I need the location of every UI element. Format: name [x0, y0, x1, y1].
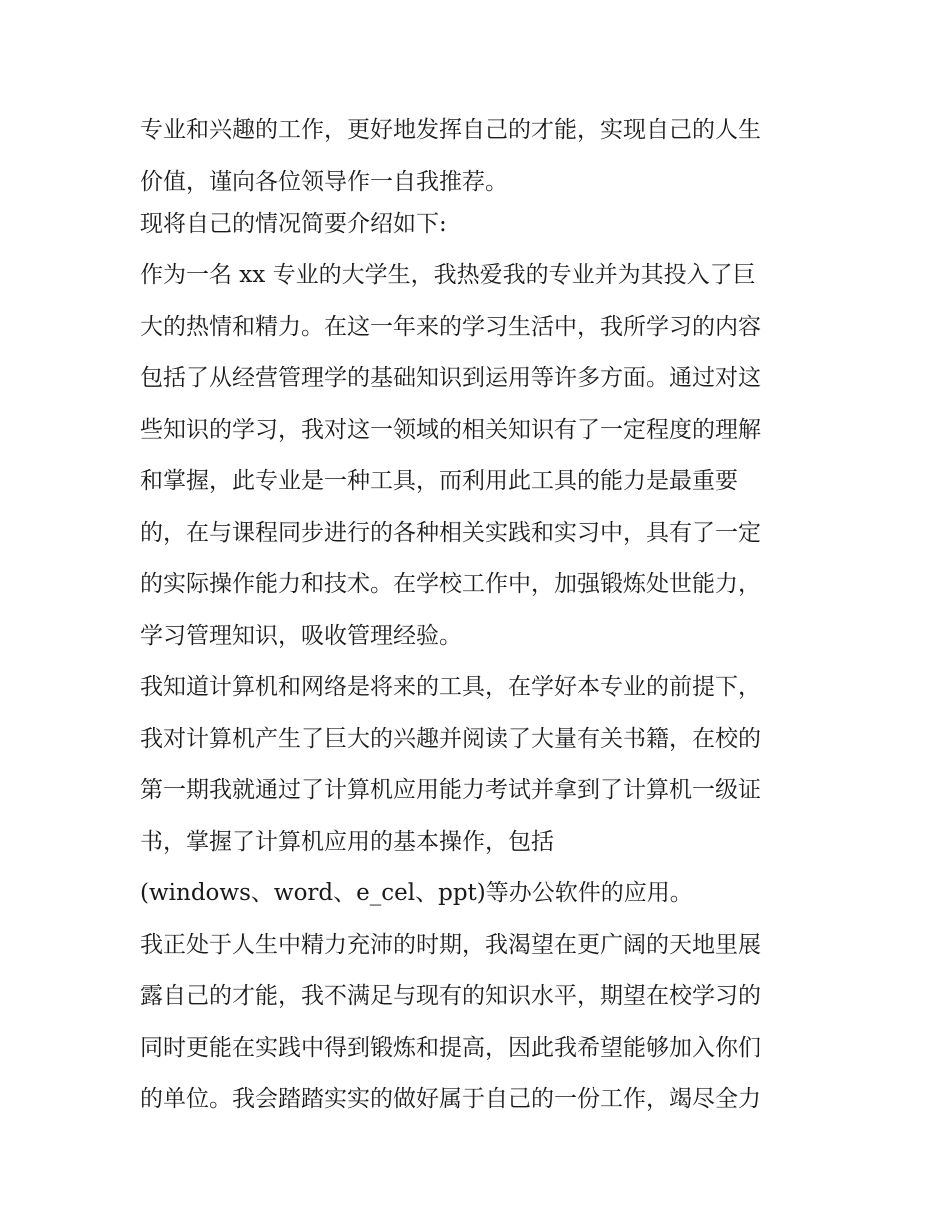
text-line: 的，在与课程同步进行的各种相关实践和实习中，具有了一定: [140, 519, 761, 546]
text-line: 价值，谨向各位领导作一自我推荐。: [140, 168, 508, 195]
text-line: 的单位。我会踏踏实实的做好属于自己的一份工作，竭尽全力: [140, 1086, 761, 1112]
text-line: 大的热情和精力。在这一年来的学习生活中，我所学习的内容: [140, 313, 761, 340]
text-line: 我知道计算机和网络是将来的工具，在学好本专业的前提下，: [140, 674, 761, 700]
text-line: 同时更能在实践中得到锻炼和提高，因此我希望能够加入你们: [140, 1034, 761, 1061]
text-line: 我对计算机产生了巨大的兴趣并阅读了大量有关书籍，在校的: [140, 725, 761, 752]
text-line: 露自己的才能，我不满足与现有的知识水平，期望在校学习的: [140, 983, 761, 1009]
text-line: 和掌握，此专业是一种工具，而利用此工具的能力是最重要: [140, 468, 738, 494]
text-line: 专业和兴趣的工作，更好地发挥自己的才能，实现自己的人生: [140, 117, 761, 143]
text-line: 学习管理知识，吸收管理经验。: [140, 622, 462, 649]
text-line: 些知识的学习，我对这一领域的相关知识有了一定程度的理解: [140, 416, 761, 443]
text-line: 包括了从经营管理学的基础知识到运用等许多方面。通过对这: [140, 365, 761, 391]
document-body: [140, 108, 830, 1129]
text-line: (windows、word、e_cel、ppt)等办公软件的应用。: [140, 880, 693, 906]
text-line: 我正处于人生中精力充沛的时期，我渴望在更广阔的天地里展: [140, 931, 761, 958]
text-line: 书，掌握了计算机应用的基本操作，包括: [140, 828, 554, 855]
text-line: 第一期我就通过了计算机应用能力考试并拿到了计算机一级证: [140, 777, 761, 803]
text-line: 作为一名 xx 专业的大学生，我热爱我的专业并为其投入了巨: [140, 262, 756, 288]
text-line: 的实际操作能力和技术。在学校工作中，加强锻炼处世能力，: [140, 571, 761, 597]
text-line: 现将自己的情况简要介绍如下:: [140, 210, 447, 237]
